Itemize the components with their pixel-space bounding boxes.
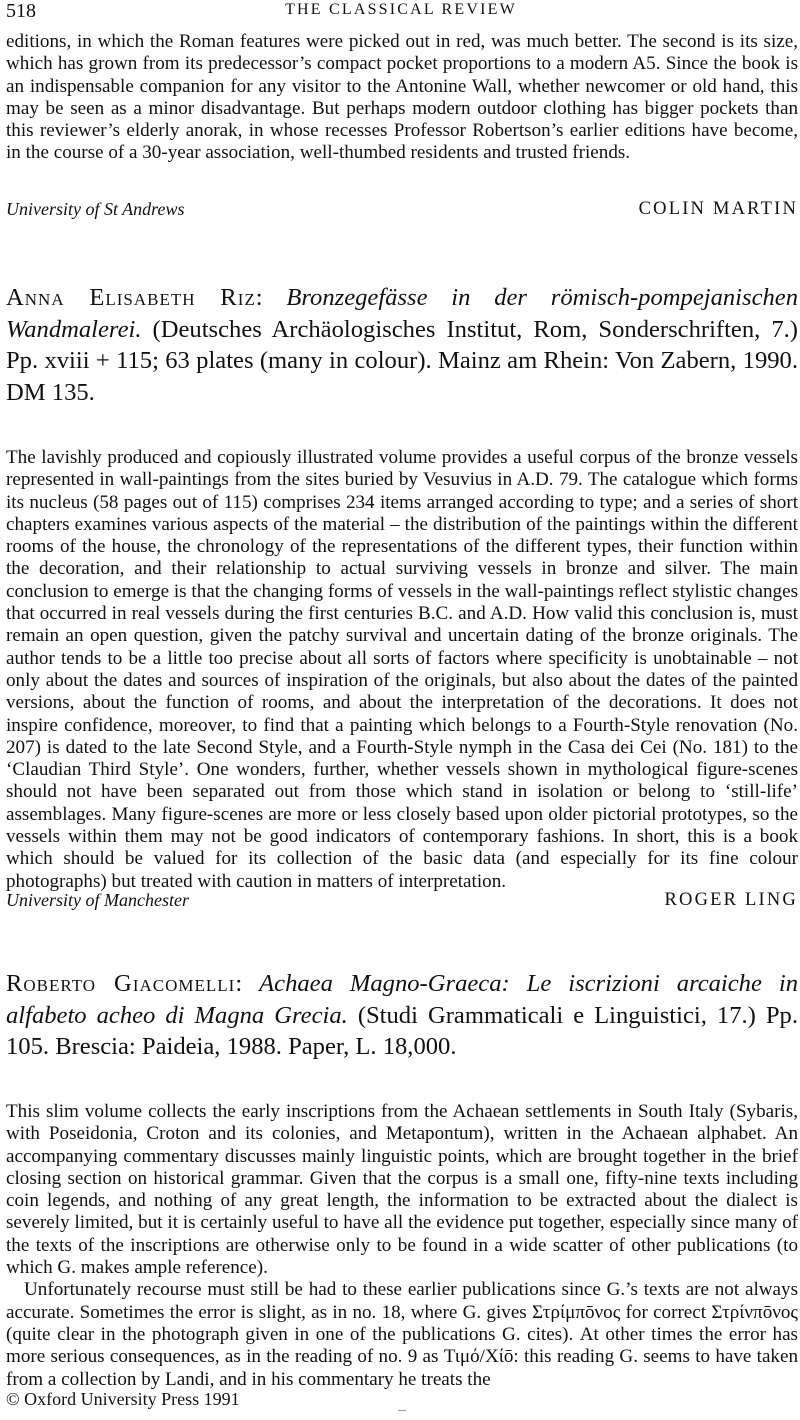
review-signature-ling — [6, 890, 798, 918]
book-title: Bronzegefässe in der römisch-pompejanischen Wandmalerei. — [6, 284, 799, 343]
reviewer-name: ROGER LING — [664, 890, 798, 910]
footer-rule — [398, 1410, 406, 1411]
review-paragraph: The lavishly produced and copiously illustrated volume provides a useful corpus of the bronze vessels represented in wall-paintings from the sites buried by Vesuvius in A.D. 79. The catalogue which forms its nucleus (58 pages out of 115) comprises 234 items arranged according to type; and a series of short chapters examines various aspects of the material – the distribution of the paintings within the different rooms of the house, the chronology of the representations of the different types, their function within the decoration, and their relationship to actual surviving vessels in bronze and silver. The main conclusion to emerge is that the changing forms of vessels in the wall-paintings reflect stylistic changes that occurred in real vessels during the first centuries B.C. and A.D. How valid this conclusion is, must remain an open question, given the patchy survival and uncertain dating of the bronze originals. The author tends to be a little too precise about all sorts of factors where specificity is unobtainable – not only about the dates and sources of inspiration of the originals, but also about the dates of the painted versions, about the function of rooms, and about the interpretation of the decorations. It does not inspire confidence, moreover, to find that a painting which belongs to a Fourth-Style renovation (No. 207) is dated to the late Second Style, and a Fourth-Style nymph in the Casa dei Cei (No. 181) to the ‘Claudian Third Style’. One wonders, further, whether vessels shown in mythological figure-scenes should not have been separated out from those which stand in isolation or belong to ‘still-life’ assemblages. Many figure-scenes are more or less closely based upon older pictorial prototypes, so the vessels within them may not be good indicators of contemporary fashions. In short, this is a book which should be valued for its collection of the basic data (and especially for its fine colour photographs) but treated with caution in matters of interpretation. — [6, 447, 798, 892]
book-title: Achaea Magno-Graeca: Le iscrizioni arcaiche in alfabeto acheo di Magna Grecia. — [6, 970, 799, 1029]
review-paragraph-2: Unfortunately recourse must still be had to these earlier publications since G.’s texts are not always accurate. Sometimes the error is slight, as in no. 18, where G. gives Στρίμπōνος for correct Στρίνπōνος (quite clear in the photograph given in one of the publications G. cites). At other times the error has more serious consequences, as in the reading of no. 9 as Τιμό/Χίō: this reading G. seems to have taken from a collection by Landi, and in his commentary he treats the — [6, 1279, 798, 1390]
book-details: (Deutsches Archäologisches Institut, Rom, Sonderschriften, 7.) Pp. xviii + 115; 63 plates (many in colour). Mainz am Rhein: Von Zabern, 1990. DM 135. — [6, 315, 798, 406]
review-body-riz — [6, 447, 798, 893]
reviewer-affiliation: University of St Andrews — [6, 199, 185, 219]
copyright-footer: © Oxford University Press 1991 — [6, 1389, 240, 1409]
review-continuation — [6, 31, 798, 165]
reviewer-name: COLIN MARTIN — [638, 199, 798, 219]
running-head — [6, 0, 796, 26]
review-continuation-text: editions, in which the Roman features were picked out in red, was much better. The second is its size, which has grown from its predecessor’s compact pocket proportions to a modern A5. Since the book is an indispensable companion for any visitor to the Antonine Wall, whether newcomer or old hand, this may be seen as a minor disadvantage. But perhaps modern outdoor clothing has bigger pockets than this reviewer’s elderly anorak, in whose recesses Professor Robertson’s earlier editions have become, in the course of a 30-year association, well-thumbed residents and trusted friends. — [6, 31, 798, 164]
book-details: (Studi Grammaticali e Linguistici, 17.) Pp. 105. Brescia: Paideia, 1988. Paper, L. 18,000. — [6, 1001, 798, 1060]
reviewer-affiliation: University of Manchester — [6, 890, 189, 910]
review-heading-riz — [6, 282, 798, 408]
book-author: Roberto Giacomelli — [6, 970, 236, 997]
review-paragraph-1: This slim volume collects the early inscriptions from the Achaean settlements in South Italy (Sybaris, with Poseidonia, Croton and its colonies, and Metapontum), written in the Achaean alphabet. An accompanying commentary discusses mainly linguistic points, which are brought together in the brief closing section on historical grammar. Given that the corpus is a small one, fifty-nine texts including coin legends, and nothing of any great length, the information to be extracted about the dialect is severely limited, but it is certainly useful to have all the evidence put together, especially since many of the texts of the inscriptions are otherwise only to be found in a wide scatter of other publications (to which G. makes ample reference). — [6, 1101, 798, 1279]
review-signature-martin — [6, 199, 798, 227]
page-number: 518 — [6, 0, 36, 22]
review-heading-giacomelli — [6, 968, 798, 1063]
journal-page — [6, 0, 799, 1420]
author-colon: : — [255, 284, 287, 311]
review-body-giacomelli — [6, 1101, 798, 1391]
journal-title: THE CLASSICAL REVIEW — [285, 1, 517, 18]
author-colon: : — [235, 970, 260, 997]
book-author: Anna Elisabeth Riz — [6, 284, 256, 311]
